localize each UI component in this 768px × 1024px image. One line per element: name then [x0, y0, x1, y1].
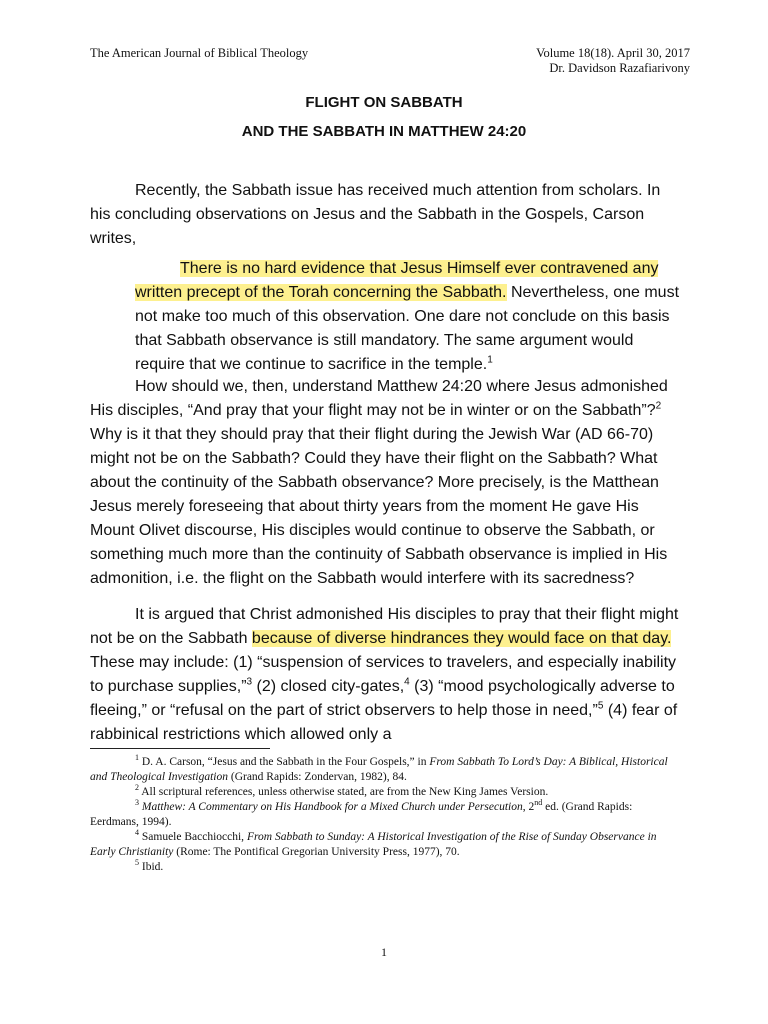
paragraph-3: [90, 603, 680, 747]
footnote-1-title: From Sabbath To Lord’s Day: A Biblical, Historical and Theological Investigation: [90, 756, 668, 783]
header-right: [515, 46, 690, 76]
quote-highlight: There is no hard evidence that Jesus Himself ever contravened any written precept of the Torah concerning the Sabbath.: [135, 260, 659, 301]
footnote-4-title: From Sabbath to Sunday: A Historical Investigation of the Rise of Sunday Observance in Early Christianity: [90, 831, 657, 858]
paragraph-2-text-a: How should we, then, understand Matthew 24:20 where Jesus admonished His disciples, “And pray that your flight may not be in winter or on the Sabbath”?: [90, 378, 668, 419]
footnote-ref-1: 1: [487, 354, 493, 366]
paragraph-3-text-a: It is argued that Christ admonished His disciples to pray that their flight might not be on the Sabbath: [90, 606, 679, 647]
footnote-5: [90, 860, 680, 875]
footnote-3-ordinal: nd: [534, 798, 543, 808]
page-number: 1: [381, 945, 387, 959]
footnote-4-text-b: (Rome: The Pontifical Gregorian University Press, 1977), 70.: [173, 846, 460, 858]
footnote-ref-2: 2: [655, 400, 662, 412]
author-name: Dr. Davidson Razafiarivony: [549, 61, 690, 75]
footnote-2-text: All scriptural references, unless otherwise stated, are from the New King James Version.: [139, 786, 549, 798]
footnote-ref-5: 5: [597, 700, 604, 712]
paragraph-1-text: Recently, the Sabbath issue has received much attention from scholars. In his concluding observations on Jesus and the Sabbath in the Gospels, Carson writes,: [90, 182, 661, 247]
footnote-separator: [90, 748, 270, 749]
paragraph-3-text-d: (3) “mood psychologically adverse to fleeing,” or “refusal on the part of strict observers to help those in need,”: [90, 678, 675, 719]
article-title-line-2: AND THE SABBATH IN MATTHEW 24:20: [241, 123, 527, 140]
footnotes: [90, 755, 680, 875]
paragraph-2-text-b: Why is it that they should pray that their flight during the Jewish War (AD 66-70) might not be on the Sabbath? Could they have their flight on the Sabbath? What about the continuity of the Sabbath observance? More precisely, is the Matthean Jesus merely foreseeing that about thirty years from the moment He gave His Mount Olivet discourse, His disciples would continue to observe the Sabbath, or something much more than the continuity of Sabbath observance is implied in His admonition, i.e. the flight on the Sabbath would interfere with its sacredness?: [90, 426, 668, 587]
footnote-4: [90, 830, 680, 860]
paragraph-3-text-b: These may include: (1) “suspension of services to travelers, and especially inability to purchase supplies,”: [90, 654, 677, 695]
article-title-line-1: FLIGHT ON SABBATH: [305, 94, 463, 111]
block-quote: [135, 257, 680, 377]
footnote-4-number: 4: [135, 828, 139, 838]
footnote-3-text-a: , 2: [522, 801, 535, 813]
footnote-5-text: Ibid.: [139, 861, 164, 873]
footnote-3-number: 3: [135, 798, 139, 808]
footnote-1: [90, 755, 680, 785]
footnote-4-text-a: Samuele Bacchiocchi,: [139, 831, 247, 843]
footnote-3-title: Matthew: A Commentary on His Handbook for a Mixed Church under Persecution: [141, 801, 523, 813]
footnote-5-number: 5: [135, 858, 139, 868]
footnote-ref-3: 3: [246, 676, 253, 688]
footnote-ref-4: 4: [404, 676, 410, 688]
footnote-2: [90, 785, 680, 800]
paragraph-2: [90, 375, 680, 591]
paragraph-1: [90, 179, 680, 251]
paragraph-3-highlight: because of diverse hindrances they would face on that day.: [251, 630, 672, 647]
footnote-1-text-b: (Grand Rapids: Zondervan, 1982), 84.: [227, 771, 407, 783]
footnote-3-text-b: ed. (Grand Rapids: Eerdmans, 1994).: [90, 801, 633, 828]
volume-date: Volume 18(18). April 30, 2017: [536, 46, 690, 60]
paragraph-3-text-c: (2) closed city-gates,: [252, 678, 405, 695]
footnote-3: [90, 800, 680, 830]
paragraph-3-text-e: (4) fear of rabbinical restrictions which allowed only a: [90, 702, 678, 743]
quote-text: Nevertheless, one must not make too much of this observation. One dare not conclude on this basis that Sabbath observance is still mandatory. The same argument would require that we continue to sacrifice in the temple.: [135, 284, 680, 373]
footnote-2-number: 2: [135, 783, 139, 793]
footnote-1-number: 1: [135, 753, 139, 763]
journal-name: The American Journal of Biblical Theology: [90, 46, 309, 60]
footnote-1-text-a: D. A. Carson, “Jesus and the Sabbath in the Four Gospels,” in: [139, 756, 430, 768]
